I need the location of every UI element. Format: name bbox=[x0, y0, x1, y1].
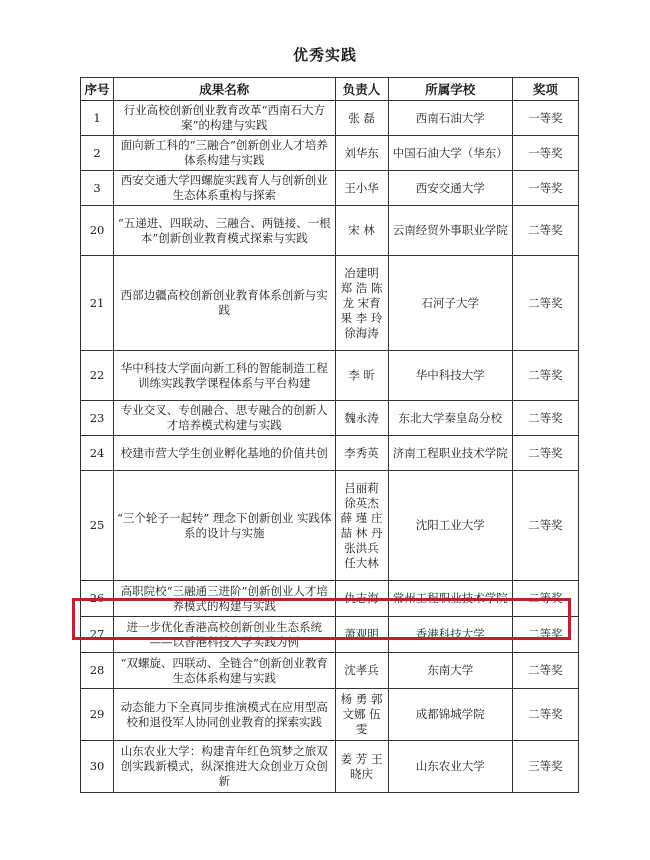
row-lead: 杨 勇 郭文娜 伍 雯 bbox=[335, 689, 388, 741]
table-row bbox=[81, 653, 579, 689]
row-lead: 仇志海 bbox=[335, 581, 388, 617]
row-name: “三个轮子一起转” 理念下创新创业 实践体系的设计与实施 bbox=[114, 471, 335, 581]
table-row bbox=[81, 206, 579, 256]
table-header-row bbox=[81, 78, 579, 101]
row-no: 2 bbox=[81, 136, 114, 171]
table-row-highlighted bbox=[81, 581, 579, 617]
row-name: 校建市营大学生创业孵化基地的价值共创 bbox=[114, 436, 335, 471]
row-school: 常州工程职业技术学院 bbox=[388, 581, 512, 617]
header-name: 成果名称 bbox=[114, 78, 335, 101]
row-lead: 冶建明 郑 浩 陈 龙 宋育果 李 玲 徐海涛 bbox=[335, 256, 388, 351]
row-name: 行业高校创新创业教育改革“西南石大方案”的构建与实践 bbox=[114, 101, 335, 136]
row-lead: 姜 芳 王晓庆 bbox=[335, 741, 388, 793]
table-row bbox=[81, 101, 579, 136]
table-row bbox=[81, 401, 579, 436]
page-title: 优秀实践 bbox=[292, 46, 357, 64]
header-school: 所属学校 bbox=[388, 78, 512, 101]
row-lead: 萧观明 bbox=[335, 617, 388, 653]
row-lead: 王小华 bbox=[335, 171, 388, 206]
row-award: 二等奖 bbox=[512, 206, 578, 256]
header-award: 奖项 bbox=[512, 78, 578, 101]
header-no: 序号 bbox=[81, 78, 114, 101]
header-lead: 负责人 bbox=[335, 78, 388, 101]
row-no: 20 bbox=[81, 206, 114, 256]
awards-table bbox=[80, 77, 579, 793]
row-lead: 李 昕 bbox=[335, 351, 388, 401]
row-award: 一等奖 bbox=[512, 136, 578, 171]
row-no: 1 bbox=[81, 101, 114, 136]
row-school: 东北大学秦皇岛分校 bbox=[388, 401, 512, 436]
row-school: 东南大学 bbox=[388, 653, 512, 689]
table-row bbox=[81, 741, 579, 793]
row-name: 西安交通大学四螺旋实践育人与创新创业生态体系重构与探索 bbox=[114, 171, 335, 206]
row-award: 二等奖 bbox=[512, 471, 578, 581]
row-no: 30 bbox=[81, 741, 114, 793]
row-award: 二等奖 bbox=[512, 653, 578, 689]
row-name: “五递进、四联动、三融合、两链接、一根本”创新创业教育模式探索与实践 bbox=[114, 206, 335, 256]
row-school: 西南石油大学 bbox=[388, 101, 512, 136]
row-no: 28 bbox=[81, 653, 114, 689]
row-award: 一等奖 bbox=[512, 171, 578, 206]
row-name: 进一步优化香港高校创新创业生态系统——以香港科技大学实践为例 bbox=[114, 617, 335, 653]
row-lead: 刘华东 bbox=[335, 136, 388, 171]
row-school: 山东农业大学 bbox=[388, 741, 512, 793]
row-award: 二等奖 bbox=[512, 256, 578, 351]
table-row bbox=[81, 689, 579, 741]
row-no: 26 bbox=[81, 581, 114, 617]
row-name: “双螺旋、四联动、全链合”创新创业教育生态体系构建与实践 bbox=[114, 653, 335, 689]
row-lead: 沈孝兵 bbox=[335, 653, 388, 689]
table-row bbox=[81, 136, 579, 171]
row-school: 云南经贸外事职业学院 bbox=[388, 206, 512, 256]
row-school: 香港科技大学 bbox=[388, 617, 512, 653]
table-row bbox=[81, 471, 579, 581]
row-no: 24 bbox=[81, 436, 114, 471]
row-no: 23 bbox=[81, 401, 114, 436]
row-name: 西部边疆高校创新创业教育体系创新与实践 bbox=[114, 256, 335, 351]
row-award: 一等奖 bbox=[512, 101, 578, 136]
row-name: 面向新工科的“三融合”创新创业人才培养体系构建与实践 bbox=[114, 136, 335, 171]
row-school: 济南工程职业技术学院 bbox=[388, 436, 512, 471]
row-no: 22 bbox=[81, 351, 114, 401]
row-school: 西安交通大学 bbox=[388, 171, 512, 206]
row-award: 二等奖 bbox=[512, 401, 578, 436]
row-school: 成都锦城学院 bbox=[388, 689, 512, 741]
row-name: 高职院校“三融通三进阶”创新创业人才培养模式的构建与实践 bbox=[114, 581, 335, 617]
row-award: 二等奖 bbox=[512, 689, 578, 741]
table-row bbox=[81, 436, 579, 471]
row-school: 华中科技大学 bbox=[388, 351, 512, 401]
row-name: 动态能力下全真同步推演模式在应用型高校和退役军人协同创业教育的探索实践 bbox=[114, 689, 335, 741]
row-no: 27 bbox=[81, 617, 114, 653]
row-school: 沈阳工业大学 bbox=[388, 471, 512, 581]
row-lead: 魏永涛 bbox=[335, 401, 388, 436]
row-lead: 张 磊 bbox=[335, 101, 388, 136]
table-row bbox=[81, 351, 579, 401]
row-award: 二等奖 bbox=[512, 581, 578, 617]
row-no: 21 bbox=[81, 256, 114, 351]
row-lead: 吕丽莉 徐英杰 薛 瑾 庄 喆 林 丹 张洪兵 任大林 bbox=[335, 471, 388, 581]
row-no: 3 bbox=[81, 171, 114, 206]
row-name: 山东农业大学：构建青年红色筑梦之旅双创实践新模式，纵深推进大众创业万众创新 bbox=[114, 741, 335, 793]
row-school: 中国石油大学（华东） bbox=[388, 136, 512, 171]
row-award: 二等奖 bbox=[512, 617, 578, 653]
row-award: 二等奖 bbox=[512, 351, 578, 401]
row-name: 专业交叉、专创融合、思专融合的创新人才培养模式构建与实践 bbox=[114, 401, 335, 436]
row-no: 25 bbox=[81, 471, 114, 581]
table-row bbox=[81, 617, 579, 653]
row-award: 二等奖 bbox=[512, 436, 578, 471]
row-name: 华中科技大学面向新工科的智能制造工程训练实践教学课程体系与平台构建 bbox=[114, 351, 335, 401]
row-school: 石河子大学 bbox=[388, 256, 512, 351]
row-award: 三等奖 bbox=[512, 741, 578, 793]
row-no: 29 bbox=[81, 689, 114, 741]
row-lead: 李秀英 bbox=[335, 436, 388, 471]
table-row bbox=[81, 171, 579, 206]
table-row bbox=[81, 256, 579, 351]
row-lead: 宋 林 bbox=[335, 206, 388, 256]
